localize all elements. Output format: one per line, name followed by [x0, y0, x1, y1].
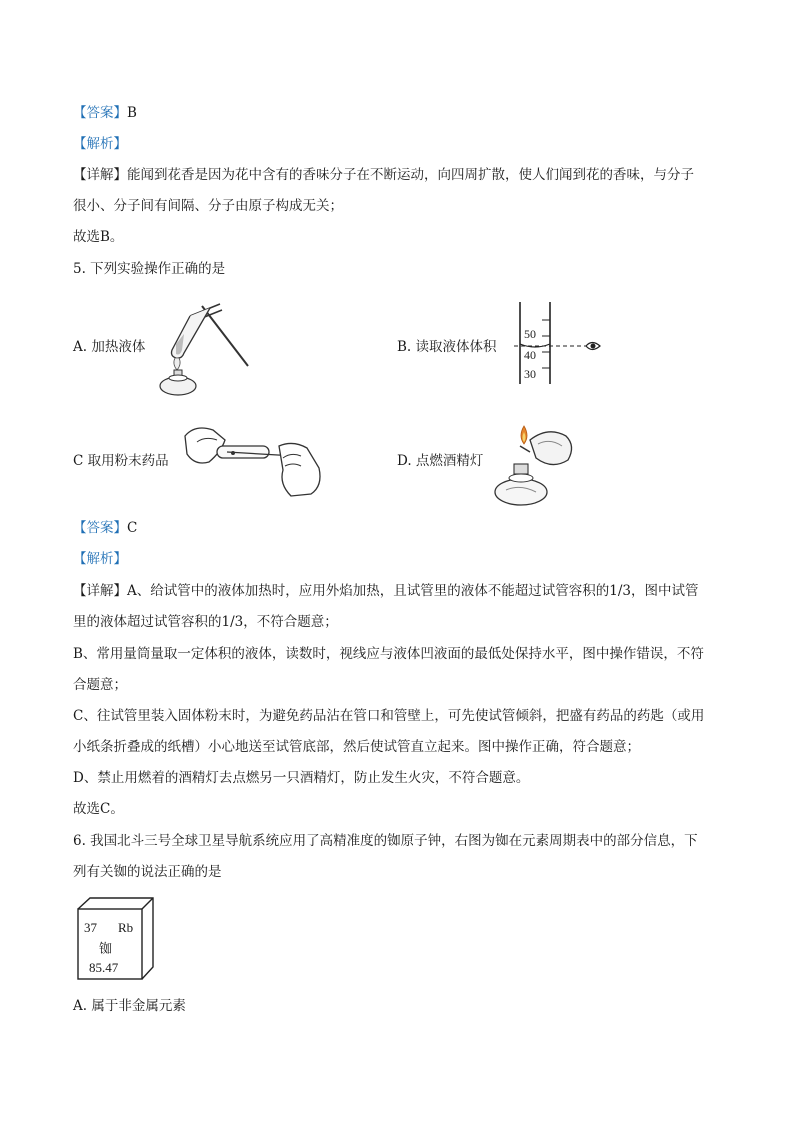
answer-tag: 【答案】 [73, 520, 127, 536]
detail-continuation: 合题意； [73, 677, 127, 693]
cylinder-tick-50: 50 [524, 327, 536, 341]
question-stem: 6. 我国北斗三号全球卫星导航系统应用了高精准度的铷原子钟，右图为铷在元素周期表中的部分信息，下 [73, 833, 698, 849]
answer-value: C [127, 520, 138, 536]
option-a-label: A. 加热液体 [73, 339, 146, 355]
lighting-lamp-illustration [490, 416, 590, 508]
detail-tag: 【详解】 [73, 583, 127, 599]
atomic-mass: 85.47 [89, 960, 119, 975]
periodic-table-cell [77, 897, 155, 981]
detail-text: A、给试管中的液体加热时，应用外焰加热，且试管里的液体不能超过试管容积的1/3，图中试管 [127, 583, 699, 599]
cylinder-reading-illustration [510, 302, 610, 386]
conclusion: 故选C。 [73, 801, 124, 817]
option-d-label: D. 点燃酒精灯 [397, 453, 484, 469]
detail-text: 能闻到花香是因为花中含有的香味分子在不断运动，向四周扩散，使人们闻到花的香味，与分子 [127, 167, 694, 183]
cylinder-tick-30: 30 [524, 367, 536, 381]
question-stem-continuation: 列有关铷的说法正确的是 [73, 864, 222, 880]
answer-line [73, 519, 137, 537]
cylinder-tick-40: 40 [524, 348, 536, 362]
atomic-number: 37 [84, 920, 97, 935]
answer-tag: 【答案】 [73, 105, 127, 121]
detail-line: D、禁止用燃着的酒精灯去点燃另一只酒精灯，防止发生火灾，不符合题意。 [73, 770, 530, 786]
powder-taking-illustration [183, 422, 328, 498]
option-a-label: A. 属于非金属元素 [73, 998, 186, 1014]
element-name: 铷 [99, 942, 113, 957]
detail-line [73, 166, 694, 184]
option-c-label: C 取用粉末药品 [73, 453, 169, 469]
answer-line [73, 104, 137, 122]
detail-continuation: 小纸条折叠成的纸槽）小心地送至试管底部，然后使试管直立起来。图中操作正确，符合题意； [73, 739, 640, 755]
answer-value: B [127, 105, 137, 121]
detail-continuation: 里的液体超过试管容积的1/3，不符合题意； [73, 614, 338, 630]
detail-line: C、往试管里装入固体粉末时，为避免药品沾在管口和管壁上，可先使试管倾斜，把盛有药品的药匙（或用 [73, 708, 705, 724]
detail-continuation: 很小、分子间有间隔、分子由原子构成无关； [73, 198, 343, 214]
eye-icon [586, 343, 600, 350]
analysis-tag: 【解析】 [73, 136, 127, 152]
option-b-label: B. 读取液体体积 [397, 339, 497, 355]
element-symbol: Rb [118, 920, 134, 935]
detail-tag: 【详解】 [73, 167, 127, 183]
conclusion: 故选B。 [73, 229, 124, 245]
detail-line: B、常用量筒量取一定体积的液体，读数时，视线应与液体凹液面的最低处保持水平，图中操作错误，不符 [73, 646, 704, 662]
analysis-tag: 【解析】 [73, 551, 127, 567]
question-stem: 5. 下列实验操作正确的是 [73, 261, 226, 277]
detail-line [73, 582, 698, 600]
heating-liquid-illustration [150, 298, 255, 398]
